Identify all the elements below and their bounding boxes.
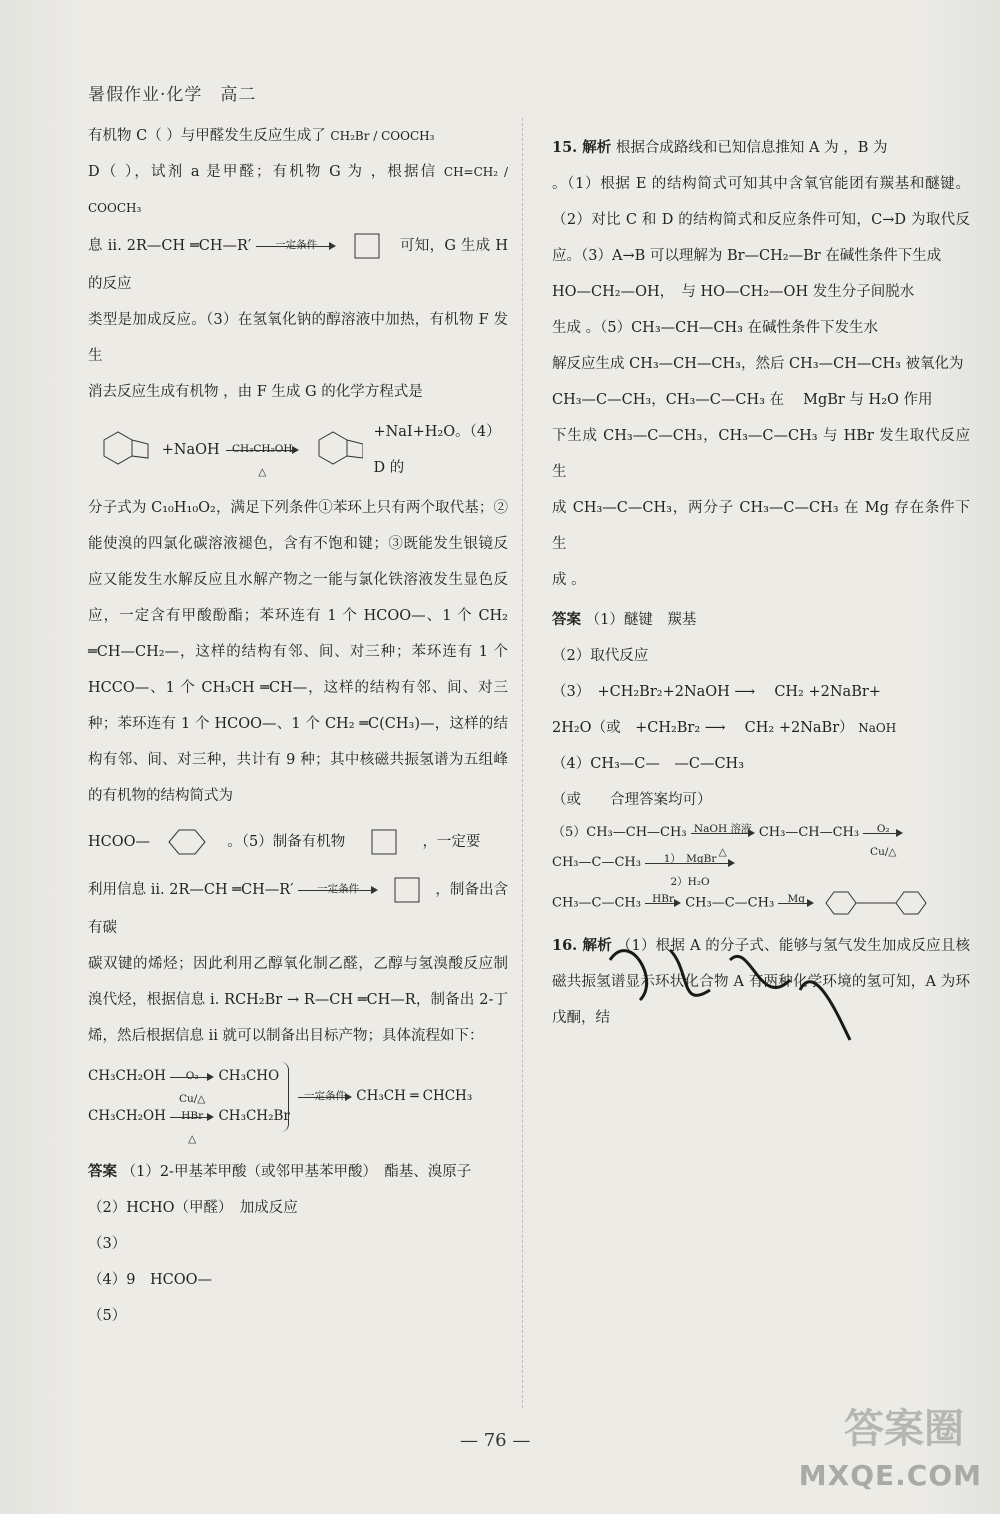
reaction-arrow	[778, 893, 814, 910]
text: （1）根据 A 的分子式、能够与氢气发生加成反应且核磁共振氢谱显示环状化合物 A 有两种化学环境的氢可知，A 为环戊酮，结	[552, 938, 970, 1026]
lactone-structure	[309, 422, 364, 478]
text: CH₃—CH—CH₃	[758, 825, 860, 840]
answer-block	[88, 1154, 508, 1334]
bracket	[280, 1062, 289, 1132]
paragraph: 生成 。（5）CH₃—CH—CH₃ 在碱性条件下发生水	[552, 320, 879, 336]
text: CH₃CH₂OH	[88, 1108, 166, 1124]
paragraph: 消去反应生成有机物 ，由 F 生成 G 的化学方程式是	[88, 384, 423, 400]
reaction-arrow	[256, 239, 336, 253]
answer-label: 答案	[552, 611, 581, 628]
paragraph	[88, 118, 508, 154]
text: ，一定要	[422, 834, 481, 850]
reaction-arrow	[863, 822, 903, 858]
paragraph	[88, 154, 508, 226]
arrow-label-bottom: △	[258, 466, 267, 478]
text: CH₃CH ═ CHCH₃	[356, 1088, 473, 1104]
answer-line: （4）9 HCOO—	[88, 1272, 212, 1288]
paragraph: 类型是加成反应。（3）在氢氧化钠的醇溶液中加热，有机物 F 发生	[88, 312, 508, 364]
answer-block	[552, 602, 970, 928]
reaction-arrow	[226, 443, 299, 478]
paragraph: CH₃—C—CH₃，CH₃—C—CH₃ 在 MgBr 与 H₂O 作用	[552, 392, 933, 408]
paragraph: 成 CH₃—C—CH₃，两分子 CH₃—C—CH₃ 在 Mg 存在条件下生	[552, 500, 970, 552]
handwritten-signature	[600, 920, 860, 1060]
synthesis-flow	[88, 1054, 508, 1150]
reaction-arrow	[298, 1090, 352, 1104]
answer-line	[552, 602, 970, 638]
paragraph	[88, 814, 508, 870]
arrow-label-top: NaOH 溶液	[693, 822, 752, 835]
text: 可知，G 生成 H 的反应	[88, 238, 509, 292]
text: 。（5）制备有机物	[227, 834, 346, 850]
text: CH₃CHO	[218, 1068, 280, 1084]
answer-label: 答案	[88, 1163, 117, 1180]
cyclobutane-structure	[345, 226, 391, 266]
arrow-label-bottom: 2）H₂O	[670, 875, 710, 888]
answer-line	[88, 1154, 508, 1190]
arrow-label-bottom: Cu/△	[178, 1092, 206, 1105]
text: CH₃—C—CH₃	[552, 855, 641, 870]
answer-line	[552, 710, 970, 746]
arrow-label: Mg	[787, 893, 806, 905]
cyclobutane-structure	[387, 870, 427, 910]
text: +NaI+H₂O。（4）D 的	[373, 424, 501, 476]
molecule-d-label: CH=CH₂ / COOCH₃	[88, 165, 509, 215]
column-divider	[522, 118, 523, 1408]
text: 息 ⅱ. 2R—CH ═CH—R′	[88, 238, 252, 254]
text: CH₃—C—CH₃	[552, 895, 641, 911]
paragraph	[88, 870, 508, 946]
answer-line: （4）CH₃—C— —C—CH₃	[552, 756, 745, 772]
reaction-arrow	[691, 822, 755, 858]
watermark-logo: 答案圈	[844, 1406, 964, 1452]
arrow-label-top: HBr	[181, 1109, 204, 1122]
paragraph: 下生成 CH₃—C—CH₃，CH₃—C—CH₃ 与 HBr 发生取代反应生	[552, 428, 970, 480]
arrow-label-bottom: Cu/△	[870, 845, 897, 858]
paragraph: 解反应生成 CH₃—CH—CH₃，然后 CH₃—CH—CH₃ 被氧化为	[552, 356, 964, 372]
reaction-arrow	[170, 1109, 214, 1145]
arrow-label-bottom: △	[188, 1132, 197, 1145]
text: 2H₂O（或 +CH₂Br₂ ⟶ CH₂ +2NaBr）	[552, 720, 854, 736]
arrow-label: NaOH	[858, 721, 897, 735]
text: 利用信息 ⅱ. 2R—CH ═CH—R′	[88, 882, 294, 898]
text: CH₃CH₂OH	[88, 1068, 166, 1084]
answer-line: （3）	[88, 1236, 127, 1252]
answer-line: （3） +CH₂Br₂+2NaOH ⟶ CH₂ +2NaBr+	[552, 684, 881, 700]
paragraph: HO—CH₂—OH， 与 HO—CH₂—OH 发生分子间脱水	[552, 284, 915, 300]
arrow-label-top: O₂	[185, 1069, 199, 1082]
text: HCOO—	[88, 834, 151, 850]
molecule-c-label: CH₂Br / COOCH₃	[330, 129, 435, 143]
arrow-label: 一定条件	[317, 883, 360, 895]
paragraph: 成 。	[552, 572, 586, 588]
reaction-arrow	[170, 1069, 214, 1105]
arrow-label: 一定条件	[275, 239, 318, 251]
answer-line: （或 合理答案均可）	[552, 792, 712, 808]
arrow-label-top: O₂	[876, 822, 890, 835]
watermark-site: MXQE.COM	[798, 1459, 982, 1492]
text: ，制备出含有碳	[88, 882, 509, 936]
answer-line: （5）	[88, 1308, 127, 1324]
tetramethylcyclobutane-structure	[354, 814, 414, 870]
paragraph: 碳双键的烯烃；因此利用乙醇氧化制乙醛，乙醇与氢溴酸反应制溴代烃，根据信息 ⅰ. RCH₂Br → R—CH ═CH—R，制备出 2-丁烯，然后根据信息 ⅱ 就可以制备出目标产物；具体流程如下：	[88, 956, 508, 1044]
text: CH₃—C—CH₃	[685, 895, 775, 911]
lactone-structure	[92, 422, 152, 478]
arrow-label-bottom: △	[718, 845, 727, 858]
page-header: 暑假作业·化学 高二	[88, 85, 257, 105]
paragraph: 。（1）根据 E 的结构简式可知其中含氧官能团有羰基和醚键。（2）对比 C 和 D 的结构简式和反应条件可知，C→D 为取代反应。（3）A→B 可以理解为 Br—CH₂—Br 在碱性条件下生成	[552, 176, 970, 264]
text: CH₃CH₂Br	[218, 1108, 290, 1124]
equation-line	[88, 414, 508, 486]
paragraph: 分子式为 C₁₀H₁₀O₂，满足下列条件①苯环上只有两个取代基；②能使溴的四氯化碳溶液褪色，含有不饱和键；③既能发生银镜反应又能发生水解反应且水解产物之一能与氯化铁溶液发生显色反应，一定含有甲酸酚酯；苯环连有 1 个 HCOO—、1 个 CH₂ ═CH—CH₂—，这样的结构有邻、间、对三种；苯环连有 1 个 HCCO—、1 个 CH₃CH ═CH—，这样的结构有邻、间、对三种；苯环连有 1 个 HCOO—、1 个 CH₂ ═C(CH₃)—，这样的结构有邻、间、对三种，共计有 9 种；其中核磁共振氢谱为五组峰的有机物的结构简式为	[88, 500, 508, 804]
question-label: 15. 解析	[552, 139, 612, 156]
arrow-label-top: CH₃CH₂OH	[232, 443, 293, 455]
text: D（ ），试剂 a 是甲醛；有机物 G 为 ，根据信	[88, 164, 438, 180]
text: +NaOH	[161, 442, 220, 458]
right-column	[552, 130, 970, 1036]
answer-line: （2）取代反应	[552, 648, 649, 664]
text: （1）2-甲基苯甲酸（或邻甲基苯甲酸） 酯基、溴原子	[121, 1164, 472, 1180]
reaction-arrow	[645, 852, 735, 888]
reaction-arrow	[298, 883, 378, 897]
benzene-ring-structure	[159, 824, 219, 860]
text: 有机物 C（ ）与甲醛发生反应生成了	[88, 128, 326, 144]
text: （5）CH₃—CH—CH₃	[552, 825, 687, 840]
paragraph	[88, 226, 508, 302]
arrow-label: 一定条件	[304, 1089, 346, 1102]
reaction-arrow	[645, 893, 681, 910]
paragraph	[552, 130, 970, 166]
text: 根据合成路线和已知信息推知 A 为 ，B 为	[615, 140, 888, 156]
text: （1）醚键 羰基	[585, 612, 697, 628]
left-column	[88, 118, 508, 1334]
question-label: 16. 解析	[552, 937, 612, 954]
answer-line: （2）HCHO（甲醛） 加成反应	[88, 1200, 298, 1216]
synthesis-flow	[552, 818, 970, 928]
arrow-label-top: 1） MgBr	[663, 852, 717, 865]
arrow-label: HBr	[652, 893, 675, 905]
page-number: — 76 —	[460, 1430, 531, 1451]
